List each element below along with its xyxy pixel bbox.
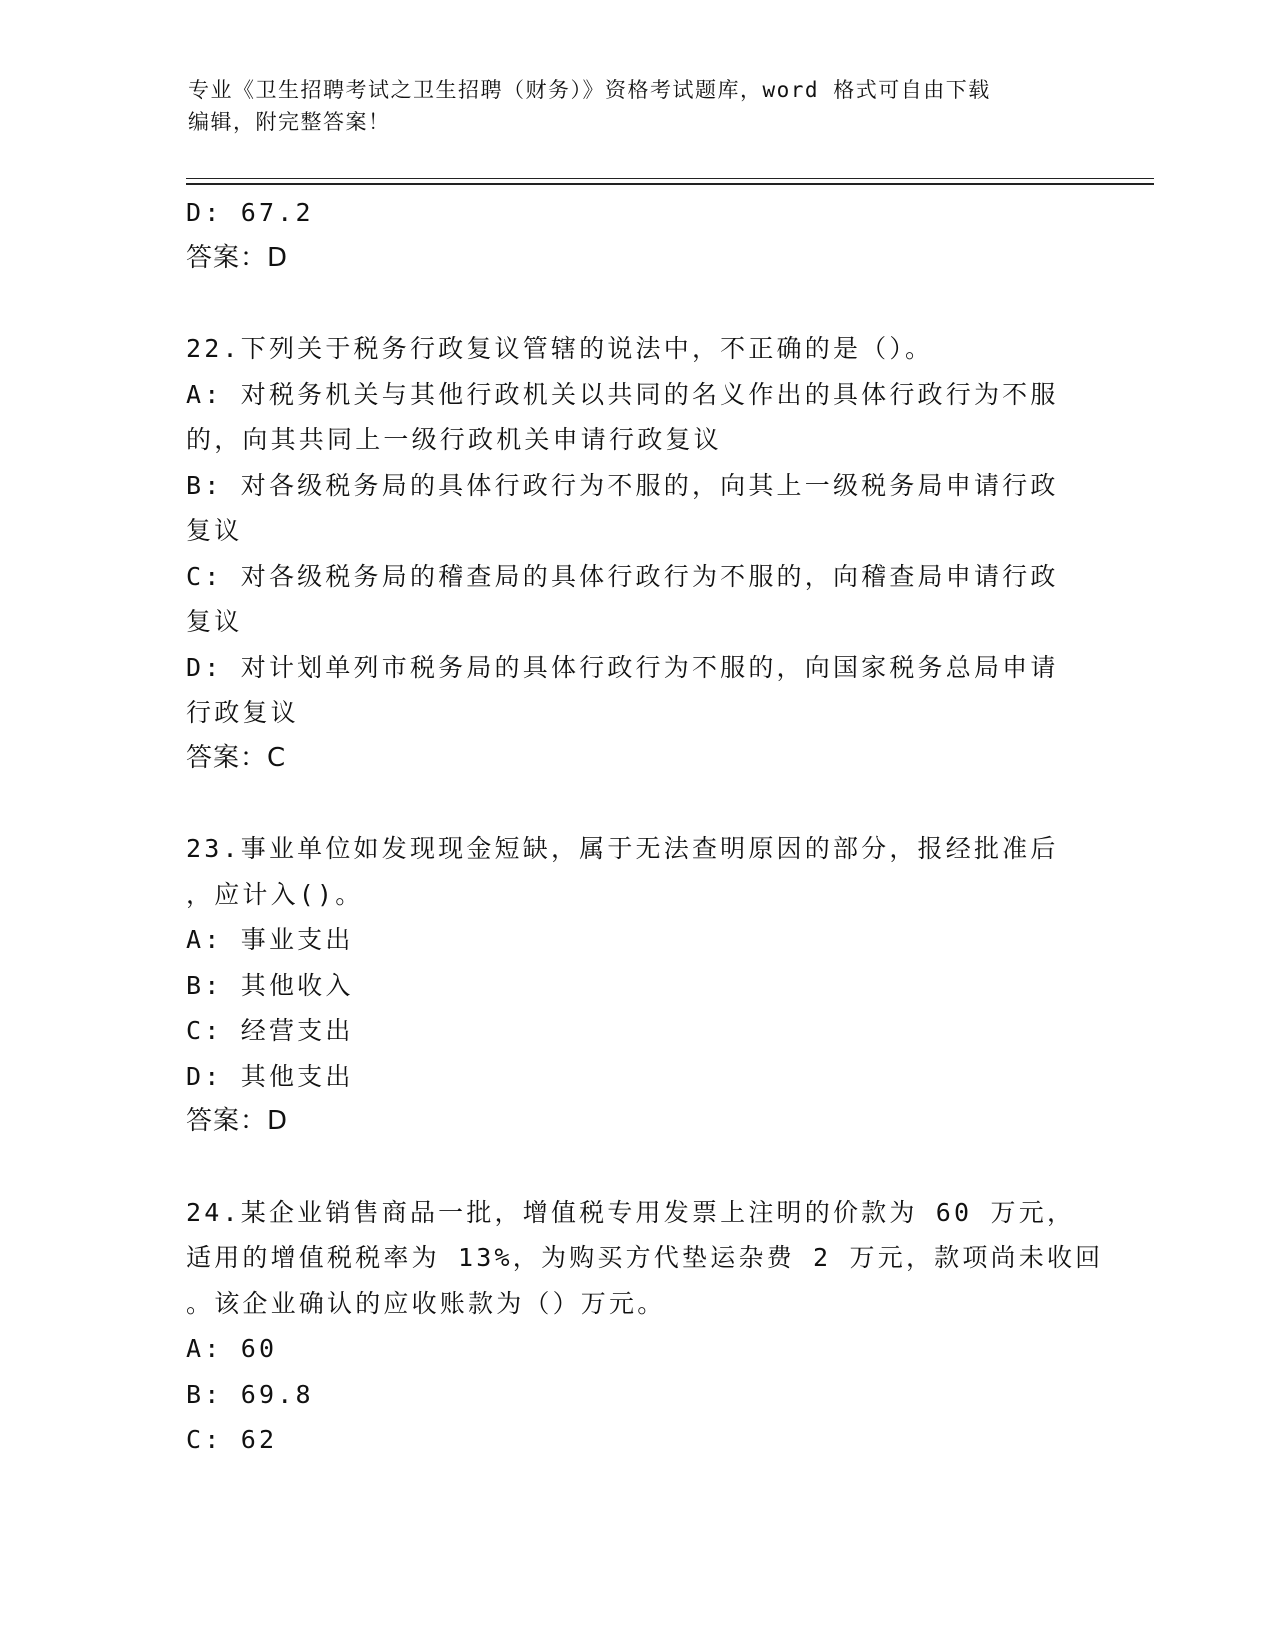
question-stem-line: 24.某企业销售商品一批，增值税专用发票上注明的价款为 60 万元， — [186, 1197, 1076, 1227]
question-option-line: C: 经营支出 — [186, 1016, 354, 1045]
question-option — [186, 963, 1076, 1009]
question-option-line: B: 对各级税务局的具体行政行为不服的，向其上一级税务局申请行政 — [186, 470, 1059, 500]
question-stem-line: 23.事业单位如发现现金短缺，属于无法查明原因的部分，报经批准后 — [186, 834, 1059, 863]
question-option-line: D: 其他支出 — [186, 1061, 354, 1091]
question-option-line: B: 其他收入 — [186, 970, 354, 1000]
page-header — [188, 74, 1068, 138]
question-option-line: 复议 — [186, 516, 243, 545]
question-option-line: B: 69.8 — [186, 1379, 314, 1409]
question-option-line: 的，向其共同上一级行政机关申请行政复议 — [186, 425, 722, 454]
question-option — [186, 1326, 1076, 1372]
question-option-line: A: 60 — [186, 1334, 278, 1363]
question-option-line: A: 对税务机关与其他行政机关以共同的名义作出的具体行政行为不服 — [186, 379, 1059, 409]
question-stem-line: 。该企业确认的应收账款为（）万元。 — [186, 1288, 666, 1318]
question-option — [186, 1417, 1076, 1463]
document-body — [186, 190, 1104, 1463]
question-option-line: 复议 — [186, 607, 243, 636]
question-option — [186, 463, 1076, 554]
question-option — [186, 1054, 1076, 1100]
question-list — [186, 281, 1104, 1463]
question-answer: 答案：C — [186, 742, 287, 773]
header-rule-thin — [186, 178, 1154, 179]
question-option-line: D: 对计划单列市税务局的具体行政行为不服的，向国家税务总局申请 — [186, 652, 1059, 682]
question-block — [186, 826, 1076, 1145]
question-gap — [186, 781, 1076, 826]
question-stem-line: 适用的增值税税率为 13%，为购买方代垫运杂费 2 万元，款项尚未收回 — [186, 1243, 1104, 1272]
header-rule-thick — [186, 183, 1154, 185]
question-stem-line: ，应计入()。 — [186, 879, 364, 909]
header-line-1: 专业《卫生招聘考试之卫生招聘（财务）》资格考试题库，word 格式可自由下载 — [188, 78, 991, 102]
question-option — [186, 554, 1076, 645]
question-stem-line: 22.下列关于税务行政复议管辖的说法中，不正确的是（）。 — [186, 334, 934, 363]
question-option-line: 行政复议 — [186, 698, 299, 727]
question-option — [186, 372, 1076, 463]
question-option-line: A: 事业支出 — [186, 925, 354, 954]
header-line-2: 编辑，附完整答案！ — [188, 110, 391, 134]
question-option — [186, 917, 1076, 963]
question-gap — [186, 1145, 1076, 1190]
question-option-line: C: 62 — [186, 1425, 278, 1454]
question-block — [186, 1190, 1104, 1463]
question-block — [186, 326, 1076, 781]
carryover-answer: 答案：D — [186, 242, 289, 273]
question-gap — [186, 281, 1076, 326]
question-option — [186, 645, 1076, 736]
question-answer: 答案：D — [186, 1106, 289, 1136]
question-option — [186, 1008, 1076, 1054]
carryover-option-d: D: 67.2 — [186, 198, 314, 227]
question-option — [186, 1372, 1076, 1418]
question-option-line: C: 对各级税务局的稽查局的具体行政行为不服的，向稽查局申请行政 — [186, 561, 1059, 591]
